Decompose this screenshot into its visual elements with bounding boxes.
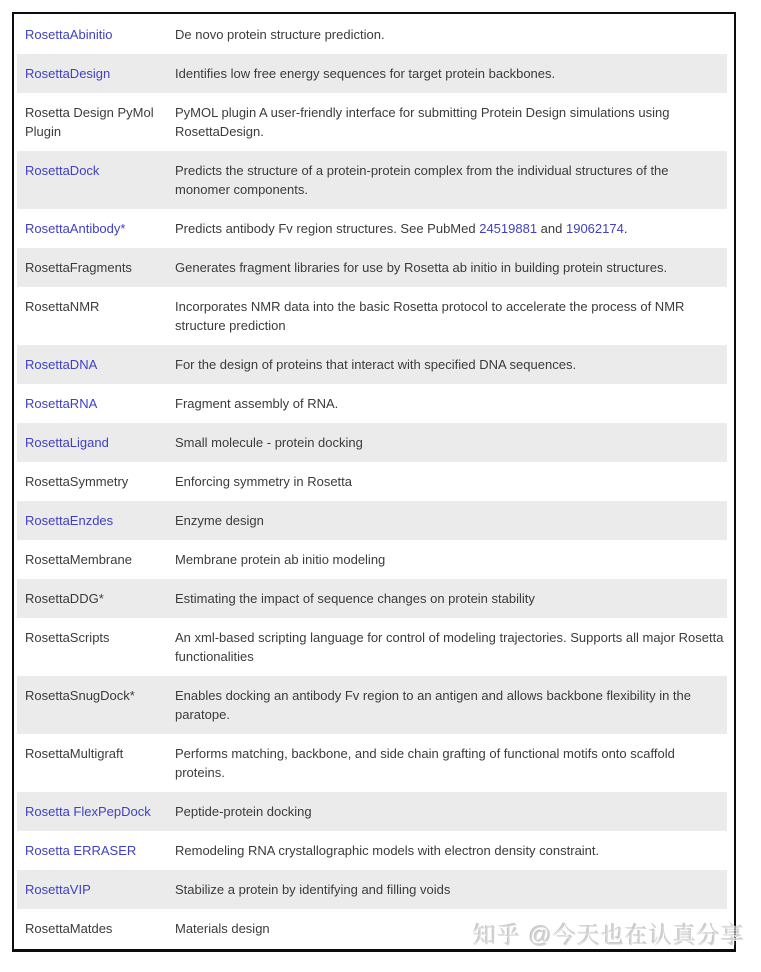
table-row bbox=[17, 540, 727, 579]
table-row bbox=[17, 676, 727, 734]
description-text: . bbox=[623, 221, 628, 236]
tool-name-cell bbox=[17, 345, 166, 384]
tool-name-cell bbox=[17, 501, 166, 540]
description-text: Membrane protein ab initio modeling bbox=[175, 552, 386, 567]
tool-name-link[interactable]: RosettaDock bbox=[25, 163, 100, 178]
tool-name-link[interactable]: RosettaVIP bbox=[25, 882, 91, 897]
description-text: Incorporates NMR data into the basic Rosetta protocol to accelerate the process of NMR structure prediction bbox=[175, 299, 685, 333]
description-text: De novo protein structure prediction. bbox=[175, 27, 385, 42]
tool-name-text: RosettaScripts bbox=[25, 630, 110, 645]
tool-description bbox=[166, 734, 727, 792]
pubmed-link[interactable]: 19062174 bbox=[565, 221, 624, 236]
table-row bbox=[17, 345, 727, 384]
tool-name-cell bbox=[17, 462, 166, 501]
tool-description bbox=[166, 870, 727, 909]
tool-name-cell bbox=[17, 618, 166, 676]
tool-name-text: RosettaFragments bbox=[25, 260, 132, 275]
tool-description bbox=[166, 287, 727, 345]
tool-description bbox=[166, 792, 727, 831]
tool-name-text: Rosetta Design PyMol Plugin bbox=[25, 105, 154, 139]
tool-description bbox=[166, 676, 727, 734]
tool-description bbox=[166, 209, 727, 248]
tool-name-link[interactable]: Rosetta FlexPepDock bbox=[25, 804, 151, 819]
tool-name-cell bbox=[17, 423, 166, 462]
table-row bbox=[17, 248, 727, 287]
description-text: Estimating the impact of sequence changes on protein stability bbox=[175, 591, 535, 606]
tool-description bbox=[166, 54, 727, 93]
tool-name-text: RosettaSymmetry bbox=[25, 474, 129, 489]
tool-name-cell bbox=[17, 792, 166, 831]
tool-name-cell bbox=[17, 151, 166, 209]
table-row bbox=[17, 831, 727, 870]
zhihu-watermark: 知乎 @今天也在认真分享 bbox=[473, 922, 745, 948]
tool-name-text: RosettaDDG* bbox=[25, 591, 104, 606]
tool-name-link[interactable]: RosettaRNA bbox=[25, 396, 98, 411]
table-row bbox=[17, 579, 727, 618]
tool-name-text: RosettaSnugDock* bbox=[25, 688, 135, 703]
tool-description bbox=[166, 248, 727, 287]
table-row bbox=[17, 870, 727, 909]
description-text: Identifies low free energy sequences for target protein backbones. bbox=[175, 66, 556, 81]
description-text: PyMOL plugin A user-friendly interface for submitting Protein Design simulations using RosettaDesign. bbox=[175, 105, 670, 139]
table-row bbox=[17, 618, 727, 676]
table-row bbox=[17, 151, 727, 209]
tool-description bbox=[166, 423, 727, 462]
tool-name-cell bbox=[17, 248, 166, 287]
tools-table-body bbox=[17, 15, 727, 948]
description-text: Enforcing symmetry in Rosetta bbox=[175, 474, 353, 489]
tool-name-cell bbox=[17, 540, 166, 579]
tool-name-cell bbox=[17, 676, 166, 734]
description-text: Small molecule - protein docking bbox=[175, 435, 363, 450]
description-text: Generates fragment libraries for use by Rosetta ab initio in building protein structures. bbox=[175, 260, 668, 275]
tool-name-cell bbox=[17, 54, 166, 93]
tool-name-text: RosettaNMR bbox=[25, 299, 100, 314]
description-text: Enables docking an antibody Fv region to an antigen and allows backbone flexibility in the paratope. bbox=[175, 688, 692, 722]
table-row bbox=[17, 462, 727, 501]
description-text: Enzyme design bbox=[175, 513, 264, 528]
tool-name-cell bbox=[17, 209, 166, 248]
table-row bbox=[17, 734, 727, 792]
tool-name-link[interactable]: RosettaAbinitio bbox=[25, 27, 113, 42]
table-row bbox=[17, 287, 727, 345]
description-text: Remodeling RNA crystallographic models with electron density constraint. bbox=[175, 843, 600, 858]
description-text: and bbox=[537, 221, 566, 236]
tool-description bbox=[166, 151, 727, 209]
tool-name-cell bbox=[17, 93, 166, 151]
tool-name-link[interactable]: RosettaLigand bbox=[25, 435, 109, 450]
tool-description bbox=[166, 93, 727, 151]
tool-description bbox=[166, 15, 727, 54]
tool-name-cell bbox=[17, 870, 166, 909]
tool-description bbox=[166, 384, 727, 423]
tool-name-cell bbox=[17, 909, 166, 948]
description-text: For the design of proteins that interact with specified DNA sequences. bbox=[175, 357, 577, 372]
table-row bbox=[17, 384, 727, 423]
table-row bbox=[17, 15, 727, 54]
description-text: Fragment assembly of RNA. bbox=[175, 396, 339, 411]
tool-name-link[interactable]: Rosetta ERRASER bbox=[25, 843, 137, 858]
tool-name-link[interactable]: RosettaAntibody* bbox=[25, 221, 126, 236]
tool-name-cell bbox=[17, 15, 166, 54]
description-text: Materials design bbox=[175, 921, 270, 936]
description-text: Peptide-protein docking bbox=[175, 804, 312, 819]
table-row bbox=[17, 909, 727, 948]
tool-name-text: RosettaMatdes bbox=[25, 921, 113, 936]
tool-name-link[interactable]: RosettaDesign bbox=[25, 66, 111, 81]
tool-name-cell bbox=[17, 579, 166, 618]
tool-description bbox=[166, 831, 727, 870]
description-text: Predicts antibody Fv region structures. See PubMed bbox=[175, 221, 480, 236]
tool-description bbox=[166, 618, 727, 676]
tool-description bbox=[166, 540, 727, 579]
tool-description bbox=[166, 345, 727, 384]
tool-name-text: RosettaMembrane bbox=[25, 552, 132, 567]
pubmed-link[interactable]: 24519881 bbox=[479, 221, 538, 236]
tool-description bbox=[166, 501, 727, 540]
table-row bbox=[17, 501, 727, 540]
tool-name-text: RosettaMultigraft bbox=[25, 746, 124, 761]
tool-name-cell bbox=[17, 384, 166, 423]
tool-name-cell bbox=[17, 287, 166, 345]
description-text: An xml-based scripting language for control of modeling trajectories. Supports all major Rosetta functionalities bbox=[175, 630, 724, 664]
tool-description bbox=[166, 909, 727, 948]
rosetta-tools-table bbox=[12, 12, 736, 952]
description-text: Stabilize a protein by identifying and filling voids bbox=[175, 882, 451, 897]
tool-name-cell bbox=[17, 734, 166, 792]
tool-name-link[interactable]: RosettaDNA bbox=[25, 357, 98, 372]
description-text: Predicts the structure of a protein-protein complex from the individual structures of the monomer components. bbox=[175, 163, 669, 197]
tool-name-link[interactable]: RosettaEnzdes bbox=[25, 513, 114, 528]
tool-description bbox=[166, 462, 727, 501]
table-row bbox=[17, 93, 727, 151]
tool-description bbox=[166, 579, 727, 618]
tool-name-cell bbox=[17, 831, 166, 870]
table-row bbox=[17, 54, 727, 93]
table-row bbox=[17, 792, 727, 831]
table-row bbox=[17, 209, 727, 248]
table-row bbox=[17, 423, 727, 462]
description-text: Performs matching, backbone, and side chain grafting of functional motifs onto scaffold proteins. bbox=[175, 746, 675, 780]
